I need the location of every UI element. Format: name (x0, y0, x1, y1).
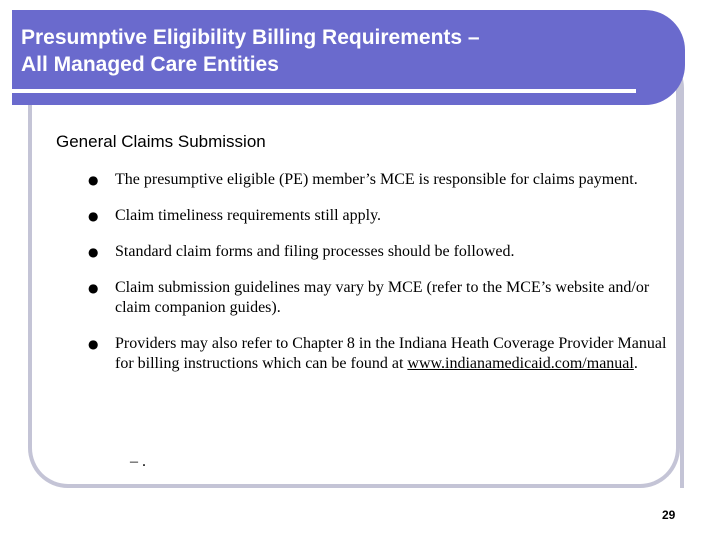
bullet-dot-icon: ● (88, 173, 99, 187)
bullet-item (88, 206, 668, 226)
bullet-text: Providers may also refer to Chapter 8 in the Indiana Heath Coverage Provider Manual for billing instructions which can be found at (115, 335, 667, 372)
bullet-item (88, 170, 668, 190)
slide-title-line-1: Presumptive Eligibility Billing Requirements – (21, 26, 480, 49)
bullet-dot-icon: ● (88, 281, 99, 295)
sub-bullet-dash: – . (130, 453, 146, 470)
bullet-list (88, 170, 668, 390)
bullet-text-end: . (633, 355, 638, 372)
page-number: 29 (662, 508, 676, 522)
bullet-item (88, 278, 668, 318)
bullet-dot-icon: ● (88, 245, 99, 259)
bullet-text: The presumptive eligible (PE) member’s MCE is responsible for claims payment. (115, 171, 638, 188)
bullet-dot-icon: ● (88, 209, 99, 223)
slide-title (21, 24, 661, 78)
bullet-item (88, 242, 668, 262)
title-underline-rule (12, 89, 636, 93)
bullet-text: Standard claim forms and filing processes should be followed. (115, 243, 515, 260)
manual-link[interactable]: www.indianamedicaid.com/manual (407, 355, 634, 372)
section-heading: General Claims Submission (56, 132, 266, 151)
bullet-dot-icon: ● (88, 337, 99, 351)
bullet-text: Claim submission guidelines may vary by MCE (refer to the MCE’s website and/or claim companion guides). (115, 279, 650, 316)
slide-title-line-2: All Managed Care Entities (21, 53, 279, 76)
bullet-text: Claim timeliness requirements still apply. (115, 207, 382, 224)
bullet-item (88, 334, 668, 374)
